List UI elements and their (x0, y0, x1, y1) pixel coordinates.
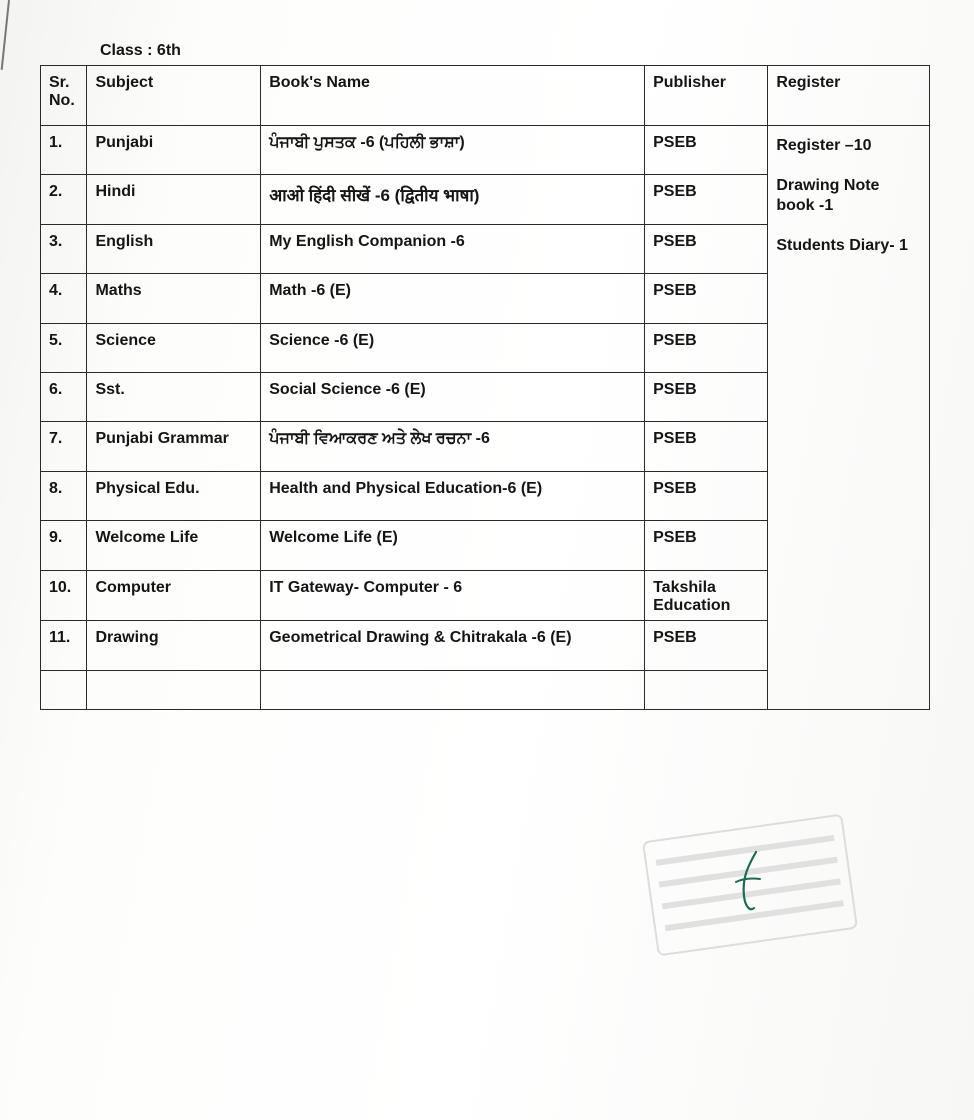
publisher-cell: PSEB (645, 373, 768, 422)
publisher-cell: PSEB (645, 422, 768, 471)
subject-cell: Drawing (87, 621, 261, 670)
subject-cell: Computer (87, 570, 261, 620)
book-cell: आओ हिंदी सीखें -6 (द्वितीय भाषा) (261, 175, 645, 224)
subject-cell: Science (87, 323, 261, 372)
book-cell: My English Companion -6 (261, 224, 645, 273)
register-item: Register –10 (776, 136, 872, 154)
book-cell: ਪੰਜਾਬੀ ਪੁਸਤਕ -6 (ਪਹਿਲੀ ਭਾਸ਼ਾ) (261, 125, 645, 174)
book-cell: ਪੰਜਾਬੀ ਵਿਆਕਰਣ ਅਤੇ ਲੇਖ ਰਚਨਾ -6 (261, 422, 645, 471)
publisher-cell: PSEB (645, 274, 768, 323)
book-cell: Health and Physical Education-6 (E) (261, 471, 645, 520)
register-item: Students Diary- 1 (776, 236, 908, 254)
empty-cell (87, 670, 261, 709)
sr-cell: 6. (41, 373, 87, 422)
class-title: Class : 6th (100, 42, 181, 59)
subject-cell: Sst. (87, 373, 261, 422)
empty-cell (261, 670, 645, 709)
sr-cell: 1. (41, 125, 87, 174)
sr-cell: 2. (41, 175, 87, 224)
signature-mark (728, 848, 768, 918)
header-publisher: Publisher (645, 66, 768, 126)
empty-cell (41, 670, 87, 709)
sr-cell: 8. (41, 471, 87, 520)
subject-cell: Maths (87, 274, 261, 323)
book-cell: Math -6 (E) (261, 274, 645, 323)
register-cell (768, 125, 930, 709)
book-cell: IT Gateway- Computer - 6 (261, 570, 645, 620)
table-row (41, 125, 930, 174)
sr-cell: 9. (41, 521, 87, 570)
header-book-name: Book's Name (261, 66, 645, 126)
book-cell: Social Science -6 (E) (261, 373, 645, 422)
sr-cell: 3. (41, 224, 87, 273)
publisher-cell: PSEB (645, 323, 768, 372)
sr-cell: 4. (41, 274, 87, 323)
subject-cell: English (87, 224, 261, 273)
header-sr-no: Sr. No. (41, 66, 87, 126)
book-cell: Geometrical Drawing & Chitrakala -6 (E) (261, 621, 645, 670)
sr-cell: 10. (41, 570, 87, 620)
header-subject: Subject (87, 66, 261, 126)
publisher-cell: PSEB (645, 521, 768, 570)
subject-cell: Punjabi (87, 125, 261, 174)
publisher-cell: Takshila Education (645, 570, 768, 620)
header-register: Register (768, 66, 930, 126)
subject-cell: Physical Edu. (87, 471, 261, 520)
sr-cell: 11. (41, 621, 87, 670)
table-header-row (41, 66, 930, 126)
publisher-cell: PSEB (645, 175, 768, 224)
empty-cell (645, 670, 768, 709)
publisher-cell: PSEB (645, 471, 768, 520)
sr-cell: 7. (41, 422, 87, 471)
book-list-table (40, 65, 930, 710)
book-cell: Welcome Life (E) (261, 521, 645, 570)
subject-cell: Punjabi Grammar (87, 422, 261, 471)
book-cell: Science -6 (E) (261, 323, 645, 372)
publisher-cell: PSEB (645, 621, 768, 670)
publisher-cell: PSEB (645, 224, 768, 273)
register-item: Drawing Note book -1 (776, 176, 880, 214)
publisher-cell: PSEB (645, 125, 768, 174)
subject-cell: Welcome Life (87, 521, 261, 570)
sr-cell: 5. (41, 323, 87, 372)
subject-cell: Hindi (87, 175, 261, 224)
